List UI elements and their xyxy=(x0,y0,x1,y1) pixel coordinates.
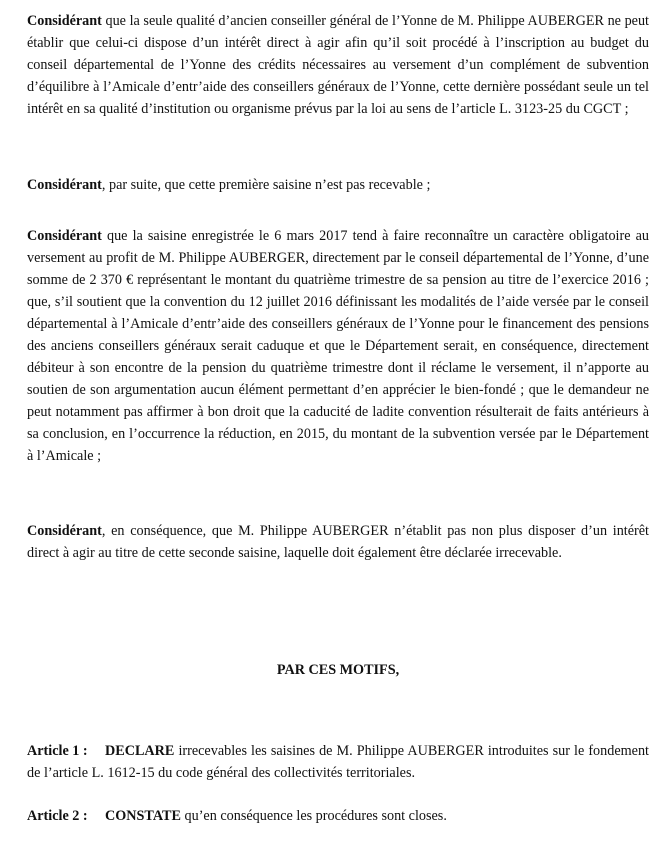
considerant-lead: Considérant xyxy=(27,523,102,539)
considerant-lead: Considérant xyxy=(27,177,102,193)
article-verb: CONSTATE xyxy=(105,808,181,824)
paragraph-text: , en conséquence, que M. Philippe AUBERGER n’établit pas non plus disposer d’un intérêt direct à agir au titre de cette seconde saisine, laquelle doit également être déclarée irrecevable. xyxy=(27,523,649,561)
paragraph-text: , par suite, que cette première saisine n’est pas recevable ; xyxy=(101,177,431,193)
article-1 xyxy=(27,740,649,784)
paragraph-text: que la saisine enregistrée le 6 mars 2017 tend à faire reconnaître un caractère obligatoire au versement au profit de M. Philippe AUBERGER, directement par le conseil départemental de l’Yonne, d’une somme de 2 370 € représentant le montant du quatrième trimestre de sa pension au titre de l’exercice 2016 ; que, s’il soutient que la convention du 12 juillet 2016 définissant les modalités de l’aide versée par le conseil départemental à l’Amicale d’entr’aide des conseillers généraux de l’Yonne pour le financement des pensions des anciens conseillers généraux serait caduque et que le Département serait, en conséquence, directement débiteur à son encontre de la pension du quatrième trimestre dont il réclame le versement, il n’apporte au soutien de son argumentation aucun élément permettant d’en apprécier le bien-fondé ; que le demandeur ne peut notamment pas affirmer à bon droit que la caducité de ladite convention résulterait de faits antérieurs à sa conclusion, en l’occurrence la réduction, en 2015, du montant de la subvention versée par le Département à l’Amicale ; xyxy=(27,228,649,464)
considerant-paragraph-1 xyxy=(27,10,649,120)
considerant-lead: Considérant xyxy=(27,13,102,29)
considerant-lead: Considérant xyxy=(27,228,102,244)
considerant-paragraph-2 xyxy=(27,174,649,196)
paragraph-text: que la seule qualité d’ancien conseiller général de l’Yonne de M. Philippe AUBERGER ne peut établir que celui-ci dispose d’un intérêt direct à agir afin qu’il soit procédé à l’inscription au budget du conseil départemental de l’Yonne des crédits nécessaires au versement d’un complément de subvention d’équilibre à l’Amicale d’entr’aide des conseillers généraux de l’Yonne, cette dernière possédant seule un tel intérêt en sa qualité d’institution ou organisme prévus par la loi au sens de l’article L. 3123-25 du CGCT ; xyxy=(27,13,649,117)
considerant-paragraph-3 xyxy=(27,225,649,467)
article-label: Article 2 : xyxy=(27,808,88,824)
article-text: irrecevables les saisines de M. Philippe AUBERGER introduites sur le fondement de l’article L. 1612-15 du code général des collectivités territoriales. xyxy=(27,743,649,781)
motifs-heading: PAR CES MOTIFS, xyxy=(276,662,400,678)
article-2 xyxy=(27,805,649,827)
considerant-paragraph-4 xyxy=(27,520,649,564)
article-verb: DECLARE xyxy=(105,743,175,759)
article-text: qu’en conséquence les procédures sont closes. xyxy=(180,808,447,824)
article-label: Article 1 : xyxy=(27,743,88,759)
